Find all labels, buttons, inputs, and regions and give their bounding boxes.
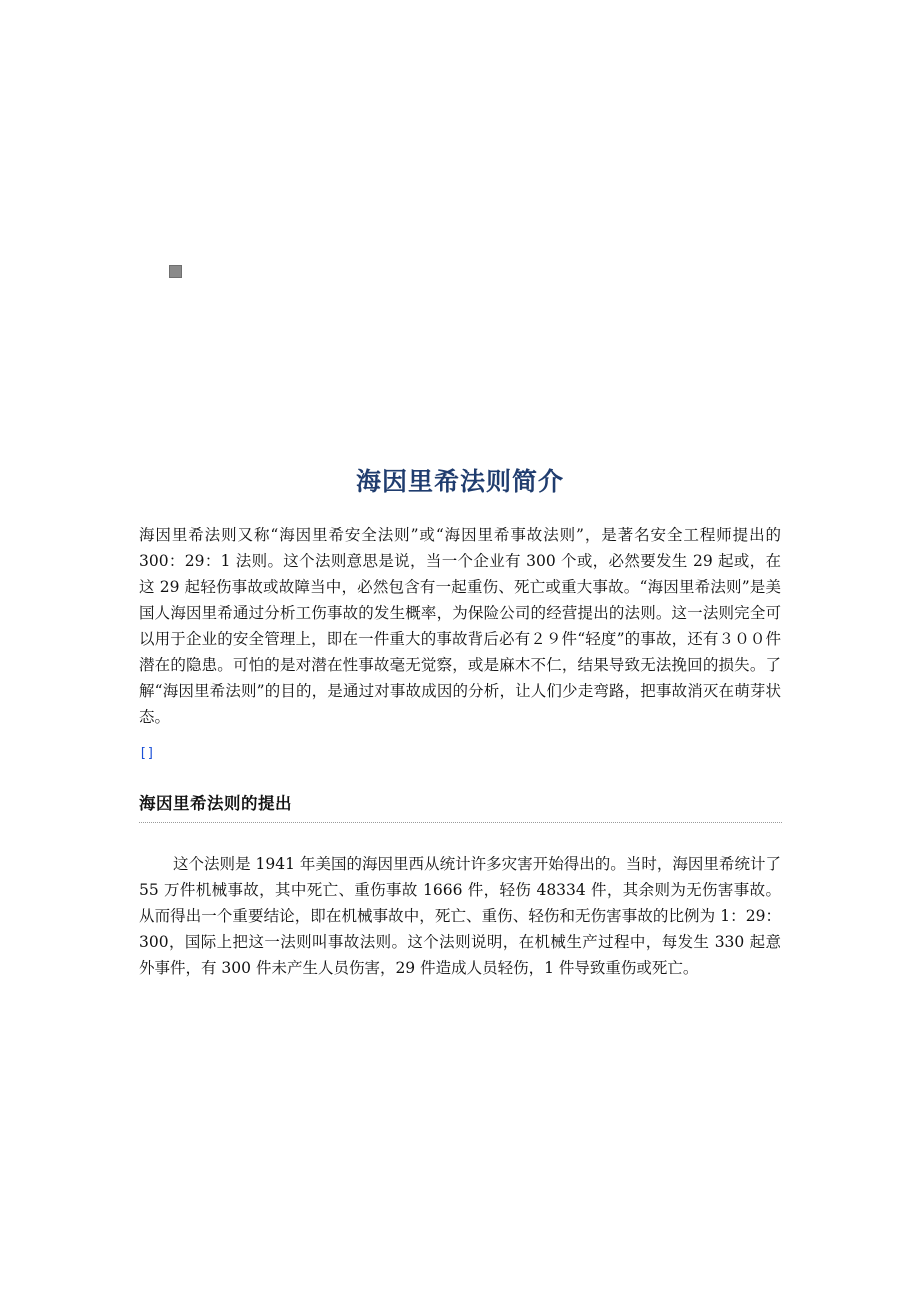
page-title: 海因里希法则简介 [355, 467, 564, 496]
section-divider [139, 822, 782, 823]
image-placeholder-icon [169, 265, 182, 278]
intro-paragraph: 海因里希法则又称“海因里希安全法则”或“海因里希事故法则”，是著名安全工程师提出的 300：29：1 法则。这个法则意思是说，当一个企业有 300 个或，必然要发生 29 起或，在这 29 起轻伤事故或故障当中，必然包含有一起重伤、死亡或重大事故。“海因里希法则”是美国人海因里希通过分析工伤事故的发生概率，为保险公司的经营提出的法则。这一法则完全可以用于企业的安全管理上，即在一件重大的事故背后必有２９件“轻度”的事故，还有３００件潜在的隐患。可怕的是对潜在性事故毫无觉察，或是麻木不仁，结果导致无法挽回的损失。了解“海因里希法则”的目的，是通过对事故成因的分析，让人们少走弯路，把事故消灭在萌芽状态。 [139, 526, 781, 726]
anchor-link[interactable]: [] [139, 746, 155, 761]
section-paragraph: 这个法则是 1941 年美国的海因里西从统计许多灾害开始得出的。当时，海因里希统计了 55 万件机械事故，其中死亡、重伤事故 1666 件，轻伤 48334 件，其余则为无伤害事故。从而得出一个重要结论，即在机械事故中，死亡、重伤、轻伤和无伤害事故的比例为 1：29：300，国际上把这一法则叫事故法则。这个法则说明，在机械生产过程中，每发生 330 起意外事件，有 300 件未产生人员伤害，29 件造成人员轻伤，1 件导致重伤或死亡。 [139, 855, 781, 977]
section-heading: 海因里希法则的提出 [139, 794, 292, 813]
